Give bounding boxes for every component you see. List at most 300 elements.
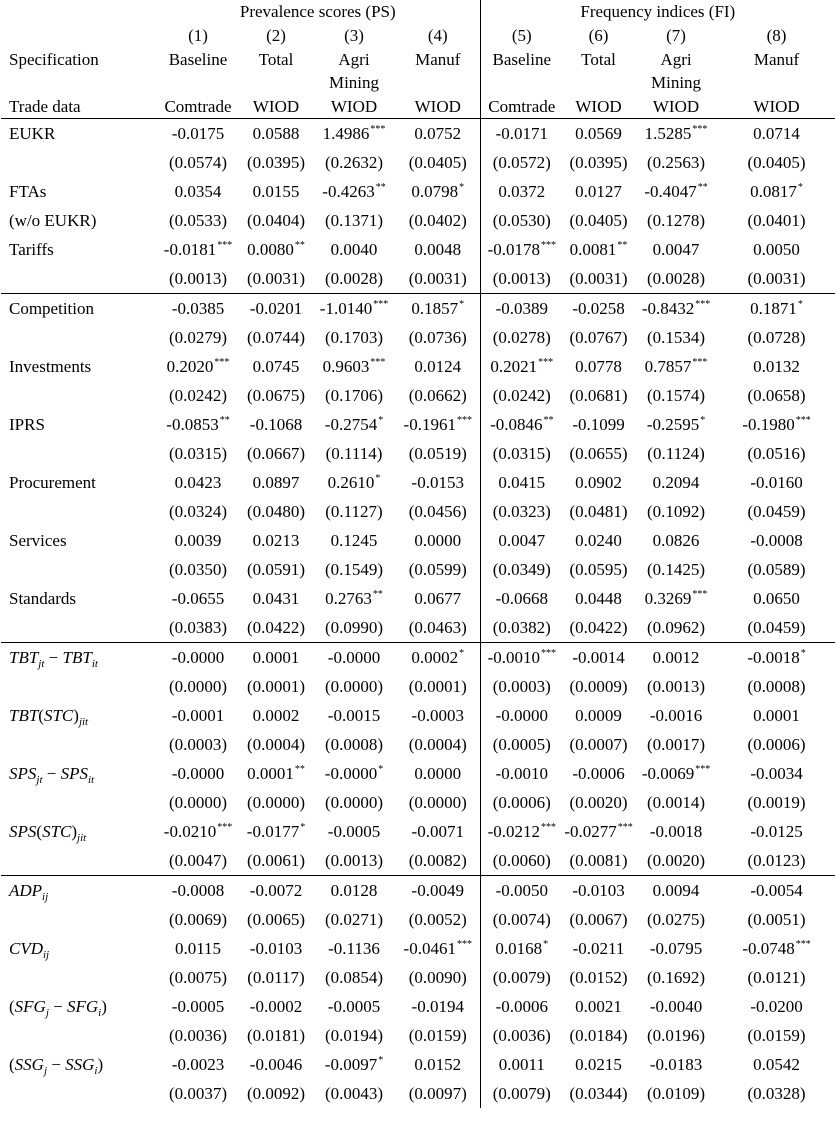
coef-value: 0.1245 (330, 531, 378, 550)
coef-cell (156, 526, 240, 555)
coef-cell (156, 294, 240, 324)
coef-cell (563, 643, 634, 673)
coef-value: 0.0215 (575, 1055, 622, 1074)
se-cell: (0.0008) (324, 735, 384, 754)
se-cell: (0.0196) (646, 1026, 706, 1045)
se-cell: (0.1703) (324, 328, 384, 347)
coef-value: -0.0072 (249, 881, 303, 900)
coef-value: 0.0080 (247, 240, 294, 259)
coef-cell (312, 526, 396, 555)
coef-value: -0.0006 (495, 997, 548, 1016)
coef-value: -0.1980 (742, 415, 795, 434)
se-cell: (0.0181) (246, 1026, 306, 1045)
significance-stars: *** (695, 299, 711, 310)
table-row-se (1, 323, 835, 352)
significance-stars: *** (370, 357, 386, 368)
col-trade: Comtrade (164, 96, 232, 116)
coef-cell (480, 410, 563, 439)
coef-value: -0.0005 (171, 997, 225, 1016)
coef-value: 0.0115 (174, 939, 222, 958)
se-cell: (0.0109) (646, 1084, 706, 1103)
table-row (1, 468, 835, 497)
table-row-se (1, 730, 835, 759)
coef-value: 0.2610 (327, 473, 375, 492)
significance-stars: ** (294, 240, 305, 251)
se-cell: (0.1706) (324, 386, 384, 405)
table-row-se (1, 381, 835, 410)
se-cell: (0.1127) (325, 502, 383, 521)
coef-cell (396, 1050, 480, 1079)
coef-cell (396, 294, 480, 324)
math-label: $SPS_{jt} - SPS_{it}$ (9, 764, 95, 786)
coef-cell (563, 468, 634, 497)
col-number: (2) (266, 26, 286, 45)
coef-value: 0.0132 (753, 357, 800, 376)
se-cell: (0.0003) (492, 677, 551, 696)
coef-cell (718, 992, 835, 1021)
coef-cell (396, 352, 480, 381)
coef-cell (312, 934, 396, 963)
table-row (1, 1050, 835, 1079)
coef-value: 0.0127 (575, 182, 622, 201)
coef-cell (563, 119, 634, 149)
col-number: (6) (588, 26, 609, 45)
row-sublabel (1, 730, 156, 759)
se-cell: (0.0744) (246, 328, 306, 347)
math-label: $(SSG_j - SSG_i)$ (9, 1055, 104, 1077)
se-cell: (0.0405) (396, 148, 480, 177)
row-sublabel (1, 1079, 156, 1108)
significance-stars: * (800, 648, 806, 659)
significance-stars: *** (695, 764, 711, 775)
coef-cell (634, 294, 718, 324)
coef-value: 1.5285 (644, 124, 692, 143)
coef-value: 0.0817 (750, 182, 797, 201)
coef-value: -0.0000 (327, 648, 381, 667)
coef-cell (634, 468, 718, 497)
se-cell: (0.0242) (492, 386, 551, 405)
significance-stars: ** (294, 764, 305, 775)
coef-cell (480, 119, 563, 149)
coef-value: -0.0023 (171, 1055, 225, 1074)
coef-value: 0.0826 (652, 531, 700, 550)
row-label (1, 992, 156, 1021)
coef-cell (312, 876, 396, 906)
se-cell: (0.0000) (324, 793, 384, 812)
coef-cell (480, 294, 563, 324)
se-cell: (0.0422) (569, 618, 628, 637)
se-cell: (0.0271) (324, 910, 384, 929)
coef-cell (240, 1050, 312, 1079)
coef-cell (480, 235, 563, 264)
row-sublabel (1, 963, 156, 992)
se-cell: (0.0000) (246, 793, 306, 812)
col-trade: WIOD (396, 95, 480, 119)
row-sublabel (1, 613, 156, 643)
row-sublabel (1, 672, 156, 701)
coef-cell (563, 410, 634, 439)
se-cell: (0.0382) (492, 618, 551, 637)
coef-value: 0.1871 (750, 299, 797, 318)
coef-cell (156, 992, 240, 1021)
significance-stars: *** (692, 357, 708, 368)
coef-value: 0.0213 (252, 531, 300, 550)
row-label (1, 1050, 156, 1079)
coef-cell (480, 526, 563, 555)
table-row-se (1, 555, 835, 584)
coef-value: -0.0748 (742, 939, 795, 958)
coef-cell (563, 584, 634, 613)
se-cell: (0.0051) (747, 910, 806, 929)
coef-cell (240, 992, 312, 1021)
coef-value: -0.0050 (495, 881, 548, 900)
se-cell: (0.0658) (747, 386, 806, 405)
group-header-fi: Frequency indices (FI) (580, 2, 736, 21)
coef-value: -0.0000 (171, 764, 225, 783)
coef-cell (634, 817, 718, 846)
se-cell: (0.0117) (247, 968, 305, 987)
coef-cell (634, 526, 718, 555)
coef-value: -0.0010 (495, 764, 548, 783)
col-number: (3) (344, 26, 364, 45)
se-cell: (0.0013) (492, 269, 551, 288)
row-label: Standards (9, 589, 77, 608)
coef-value: 0.0588 (252, 124, 300, 143)
table-row-se (1, 497, 835, 526)
row-label: Investments (9, 357, 92, 376)
coef-value: 0.0050 (753, 240, 800, 259)
se-cell: (0.0402) (396, 206, 480, 235)
coef-value: -0.0005 (327, 997, 381, 1016)
se-cell: (0.0516) (747, 444, 806, 463)
significance-stars: *** (692, 124, 708, 135)
se-cell: (0.0159) (396, 1021, 480, 1050)
se-cell: (0.0459) (747, 618, 806, 637)
coef-cell (480, 352, 563, 381)
coef-value: 0.0047 (652, 240, 700, 259)
coef-value: -0.0001 (171, 706, 225, 725)
coef-cell (312, 294, 396, 324)
se-cell: (0.0344) (569, 1084, 628, 1103)
coef-value: 0.0124 (414, 357, 462, 376)
coef-value: 0.9603 (322, 357, 370, 376)
col-number: (8) (766, 26, 787, 45)
coef-value: -0.0018 (747, 648, 800, 667)
coef-cell (718, 119, 835, 149)
row-label (1, 759, 156, 788)
se-cell: (0.0001) (246, 677, 306, 696)
significance-stars: *** (617, 822, 633, 833)
row-label: Competition (1, 294, 156, 324)
coef-cell (156, 119, 240, 149)
se-cell: (0.0004) (396, 730, 480, 759)
se-cell: (0.0075) (168, 968, 228, 987)
coef-value: 0.0354 (174, 182, 222, 201)
group-header-ps: Prevalence scores (PS) (156, 0, 480, 24)
se-cell: (0.0031) (396, 264, 480, 294)
se-cell: (0.0681) (569, 386, 628, 405)
significance-stars: ** (617, 240, 628, 251)
coef-cell (634, 701, 718, 730)
coef-value: -0.0668 (495, 589, 548, 608)
coef-value: -1.0140 (319, 299, 373, 318)
coef-value: 0.0897 (252, 473, 300, 492)
coef-cell (563, 526, 634, 555)
coef-value: 0.2094 (652, 473, 700, 492)
coef-value: -0.0389 (495, 299, 548, 318)
significance-stars: *** (214, 357, 230, 368)
table-row-se (1, 439, 835, 468)
coef-cell (718, 294, 835, 324)
significance-stars: ** (372, 589, 383, 600)
se-cell: (0.0990) (324, 618, 384, 637)
se-cell: (0.2563) (646, 153, 706, 172)
significance-stars: *** (795, 415, 811, 426)
coef-value: -0.0049 (411, 881, 464, 900)
row-sublabel: (w/o EUKR) (9, 211, 97, 230)
col-spec-sub: Mining (651, 73, 702, 92)
coef-value: -0.1961 (403, 415, 456, 434)
se-cell: (0.0000) (168, 793, 228, 812)
significance-stars: * (797, 299, 803, 310)
significance-stars: * (797, 182, 803, 193)
se-cell: (0.0082) (396, 846, 480, 876)
coef-cell (480, 701, 563, 730)
coef-cell (156, 643, 240, 673)
coef-value: -0.1068 (249, 415, 303, 434)
coef-cell (634, 1050, 718, 1079)
coef-value: -0.0018 (649, 822, 703, 841)
se-cell: (0.0736) (396, 323, 480, 352)
coef-cell (396, 643, 480, 673)
se-cell: (0.0036) (168, 1026, 228, 1045)
coef-value: -0.0014 (572, 648, 625, 667)
coef-cell (312, 235, 396, 264)
se-cell: (0.0097) (396, 1079, 480, 1108)
se-cell: (0.0767) (569, 328, 628, 347)
coef-cell (563, 817, 634, 846)
coef-value: 0.0431 (252, 589, 300, 608)
col-number: (4) (396, 24, 480, 48)
coef-cell (312, 468, 396, 497)
coef-cell (156, 1050, 240, 1079)
col-spec: Baseline (168, 49, 228, 69)
se-cell: (0.0006) (747, 735, 806, 754)
se-cell: (0.0728) (747, 328, 806, 347)
table-row-se (1, 264, 835, 294)
coef-value: -0.0103 (249, 939, 303, 958)
se-cell: (0.0184) (569, 1026, 628, 1045)
row-label: IPRS (9, 415, 45, 434)
coef-cell (634, 235, 718, 264)
significance-stars: *** (370, 124, 386, 135)
coef-cell (718, 177, 835, 206)
se-cell: (0.0013) (646, 677, 706, 696)
significance-stars: * (378, 415, 384, 426)
coef-cell (156, 876, 240, 906)
se-cell: (0.0328) (747, 1084, 806, 1103)
coef-cell (563, 294, 634, 324)
significance-stars: *** (217, 240, 233, 251)
coef-value: 0.2763 (325, 589, 372, 608)
coef-value: -0.8432 (641, 299, 695, 318)
coef-value: 0.0677 (414, 589, 462, 608)
coef-value: -0.0069 (641, 764, 695, 783)
se-cell: (0.0655) (569, 444, 628, 463)
coef-cell (312, 759, 396, 788)
se-cell: (0.1278) (646, 211, 706, 230)
significance-stars: *** (456, 939, 472, 950)
se-cell: (0.0074) (492, 910, 551, 929)
coef-value: 0.0047 (498, 531, 546, 550)
coef-cell (156, 817, 240, 846)
se-cell: (0.0036) (492, 1026, 551, 1045)
se-cell: (0.0006) (492, 793, 551, 812)
coef-cell (563, 701, 634, 730)
se-cell: (0.0242) (168, 386, 228, 405)
coef-cell (240, 934, 312, 963)
significance-stars: *** (373, 299, 389, 310)
coef-value: 0.0714 (753, 124, 800, 143)
coef-cell (718, 876, 835, 906)
coef-cell (634, 177, 718, 206)
coef-cell (718, 410, 835, 439)
significance-stars: *** (456, 415, 472, 426)
header-spec-row (1, 48, 835, 72)
significance-stars: * (459, 299, 465, 310)
row-label: Tariffs (9, 240, 54, 259)
row-label (1, 701, 156, 730)
coef-cell (240, 119, 312, 149)
row-label: Procurement (9, 473, 96, 492)
coef-cell (563, 876, 634, 906)
se-cell: (0.0480) (246, 502, 306, 521)
se-cell: (0.0019) (747, 793, 806, 812)
col-spec: Total (258, 49, 294, 69)
se-cell: (0.1124) (647, 444, 705, 463)
coef-value: 0.0002 (252, 706, 300, 725)
coef-value: -0.0160 (750, 473, 803, 492)
se-cell: (0.0572) (492, 153, 551, 172)
coef-cell (240, 177, 312, 206)
se-cell: (0.0315) (168, 444, 228, 463)
coef-value: 0.0001 (252, 648, 300, 667)
se-cell: (0.0043) (324, 1084, 384, 1103)
coef-cell (634, 759, 718, 788)
se-cell: (0.0017) (646, 735, 706, 754)
se-cell: (0.0349) (492, 560, 551, 579)
significance-stars: *** (538, 357, 554, 368)
coef-value: 0.0902 (575, 473, 622, 492)
coef-value: 0.0128 (330, 881, 378, 900)
coef-value: 0.0650 (753, 589, 800, 608)
col-trade: Comtrade (488, 96, 556, 116)
significance-stars: * (378, 1055, 384, 1066)
coef-cell (240, 817, 312, 846)
table-row-se (1, 613, 835, 643)
coef-cell (718, 759, 835, 788)
col-number: (5) (511, 26, 532, 45)
se-cell: (0.0662) (396, 381, 480, 410)
coef-cell (240, 352, 312, 381)
se-cell: (0.0037) (168, 1084, 228, 1103)
se-cell: (0.0383) (168, 618, 228, 637)
se-cell: (0.0005) (492, 735, 551, 754)
coef-value: -0.0054 (750, 881, 803, 900)
se-cell: (0.0000) (168, 677, 228, 696)
coef-cell (634, 992, 718, 1021)
math-label: $TBT_{jt} - TBT_{it}$ (9, 648, 98, 670)
coef-cell (240, 410, 312, 439)
coef-cell (312, 817, 396, 846)
col-trade: WIOD (330, 96, 378, 116)
coef-value: -0.0000 (171, 648, 225, 667)
significance-stars: *** (692, 589, 708, 600)
table-row (1, 759, 835, 788)
table-row-se (1, 905, 835, 934)
se-cell: (0.0020) (646, 851, 706, 870)
coef-cell (396, 468, 480, 497)
se-cell: (0.0463) (396, 613, 480, 643)
coef-cell (156, 934, 240, 963)
coef-value: -0.0200 (750, 997, 803, 1016)
col-trade: WIOD (753, 96, 800, 116)
coef-value: 0.0542 (753, 1055, 800, 1074)
coef-value: 0.0039 (174, 531, 222, 550)
se-cell: (0.0000) (324, 677, 384, 696)
coef-value: -0.0040 (649, 997, 703, 1016)
table-row (1, 526, 835, 555)
coef-cell (634, 352, 718, 381)
coef-cell (634, 643, 718, 673)
se-cell: (0.0028) (324, 269, 384, 288)
coef-cell (718, 934, 835, 963)
se-cell: (0.0591) (246, 560, 306, 579)
math-label: $CVD_{ij}$ (9, 939, 50, 961)
coef-value: -0.0046 (249, 1055, 303, 1074)
table-row (1, 410, 835, 439)
significance-stars: * (700, 415, 706, 426)
se-cell: (0.0020) (569, 793, 628, 812)
se-cell: (0.0533) (168, 211, 228, 230)
significance-stars: * (459, 648, 465, 659)
se-cell: (0.0014) (646, 793, 706, 812)
coef-value: 0.3269 (644, 589, 692, 608)
coef-value: -0.2754 (324, 415, 378, 434)
coef-cell (718, 584, 835, 613)
col-spec: Manuf (396, 48, 480, 72)
coef-value: 0.0372 (498, 182, 546, 201)
se-cell: (0.0121) (747, 968, 806, 987)
significance-stars: ** (543, 415, 554, 426)
coef-value: 0.0569 (575, 124, 622, 143)
significance-stars: * (543, 939, 549, 950)
trade-data-label: Trade data (9, 96, 81, 116)
coef-cell (312, 643, 396, 673)
coef-cell (480, 643, 563, 673)
coef-value: -0.0175 (171, 124, 225, 143)
coef-value: -0.0005 (327, 822, 381, 841)
coef-cell (396, 992, 480, 1021)
coef-value: 0.0778 (575, 357, 622, 376)
coef-value: 0.2020 (166, 357, 214, 376)
significance-stars: * (459, 182, 465, 193)
row-label: FTAs (9, 182, 47, 201)
coef-cell (634, 934, 718, 963)
coef-cell (240, 468, 312, 497)
se-cell: (0.0194) (324, 1026, 384, 1045)
col-trade: WIOD (575, 96, 622, 116)
